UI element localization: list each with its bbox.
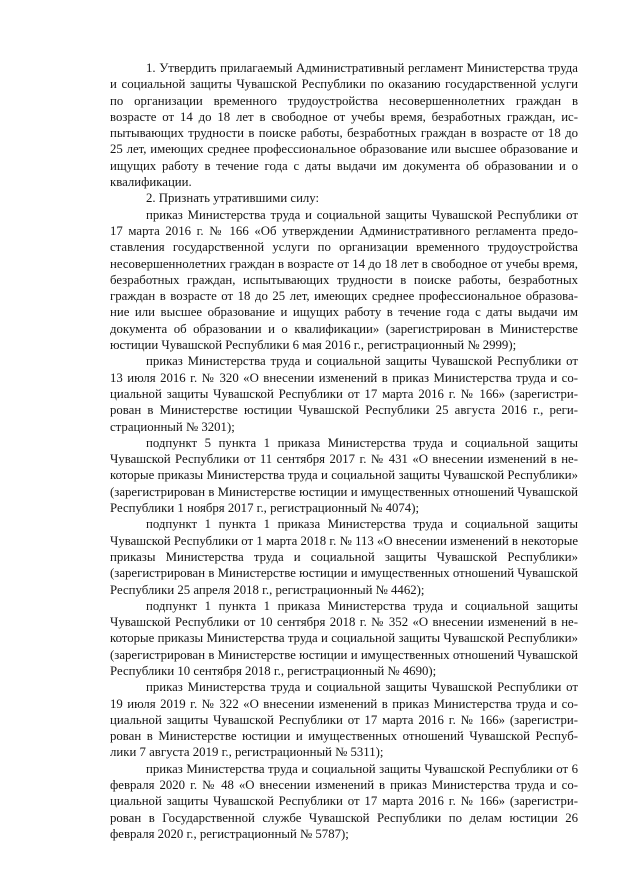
paragraph-approve-regulation: 1. Утвердить прилагаемый Административный регламент Министерства труда и социальной защиты Чувашской Республики по оказанию государственной услуги по организации временного трудоустройства несовершеннолетних граждан в возрасте от 14 до 18 лет в свободное от учебы время, безработных граждан, испытывающих трудности в поиске работы, безработных граждан в возрасте от 18 до 25 лет, имеющих среднее профессиональное образование или высшее образование и ищущих работу в течение года с даты выдачи им документа об образовании и о квалификации. — [110, 61, 578, 190]
paragraph-order-166: приказ Министерства труда и социальной защиты Чувашской Республики от 17 марта 2016 г. № 166 «Об утверждении Административного регламента предоставления государственной услуги по организации временного трудоустройства несовершеннолетних граждан в возрасте от 14 до 18 лет в свободное от учебы время, безработных граждан, испытывающих трудности в поиске работы, безработных граждан в возрасте от 18 до 25 лет, имеющих среднее профессиональное образование или высшее образование и ищущих работу в течение года с даты выдачи им документа об образовании и о квалификации» (зарегистрирован в Министерстве юстиции Чувашской Республики 6 мая 2016 г., регистрационный № 2999); — [110, 207, 578, 353]
paragraph-order-352: подпункт 1 пункта 1 приказа Министерства труда и социальной защиты Чувашской Республики от 10 сентября 2018 г. № 352 «О внесении изменений в некоторые приказы Министерства труда и социальной защиты Чувашской Республики» (зарегистрирован в Министерстве юстиции и имущественных отношений Чувашской Республики 10 сентября 2018 г., регистрационный № 4690); — [110, 598, 578, 678]
paragraph-order-431: подпункт 5 пункта 1 приказа Министерства труда и социальной защиты Чувашской Республики от 11 сентября 2017 г. № 431 «О внесении изменений в некоторые приказы Министерства труда и социальной защиты Чувашской Республики» (зарегистрирован в Министерстве юстиции и имущественных отношений Чувашской Республики 1 ноября 2017 г., регистрационный № 4074); — [110, 435, 578, 516]
paragraph-order-320: приказ Министерства труда и социальной защиты Чувашской Республики от 13 июля 2016 г. № 320 «О внесении изменений в приказ Министерства труда и социальной защиты Чувашской Республики от 17 марта 2016 г. № 166» (зарегистрирован в Министерстве юстиции Чувашской Республики 25 августа 2016 г., регистрационный № 3201); — [110, 354, 578, 434]
paragraph-order-48: приказ Министерства труда и социальной защиты Чувашской Республики от 6 февраля 2020 г. № 48 «О внесении изменений в приказ Министерства труда и социальной защиты Чувашской Республики от 17 марта 2016 г. № 166» (зарегистрирован в Государственной службе Чувашской Республики по делам юстиции 26 февраля 2020 г., регистрационный № 5787); — [110, 761, 578, 841]
paragraph-order-113: подпункт 1 пункта 1 приказа Министерства труда и социальной защиты Чувашской Республики от 1 марта 2018 г. № 113 «О внесении изменений в некоторые приказы Министерства труда и социальной защиты Чувашской Республики» (зарегистрирован в Министерстве юстиции и имущественных отношений Чувашской Республики 25 апреля 2018 г., регистрационный № 4462); — [110, 517, 578, 597]
paragraph-repeal-heading: 2. Признать утратившими силу: — [146, 191, 320, 206]
paragraph-order-322: приказ Министерства труда и социальной защиты Чувашской Республики от 19 июля 2019 г. № 322 «О внесении изменений в приказ Министерства труда и социальной защиты Чувашской Республики от 17 марта 2016 г. № 166» (зарегистрирован в Министерстве юстиции и имущественных отношений Чувашской Республики 7 августа 2019 г., регистрационный № 5311); — [110, 680, 578, 760]
